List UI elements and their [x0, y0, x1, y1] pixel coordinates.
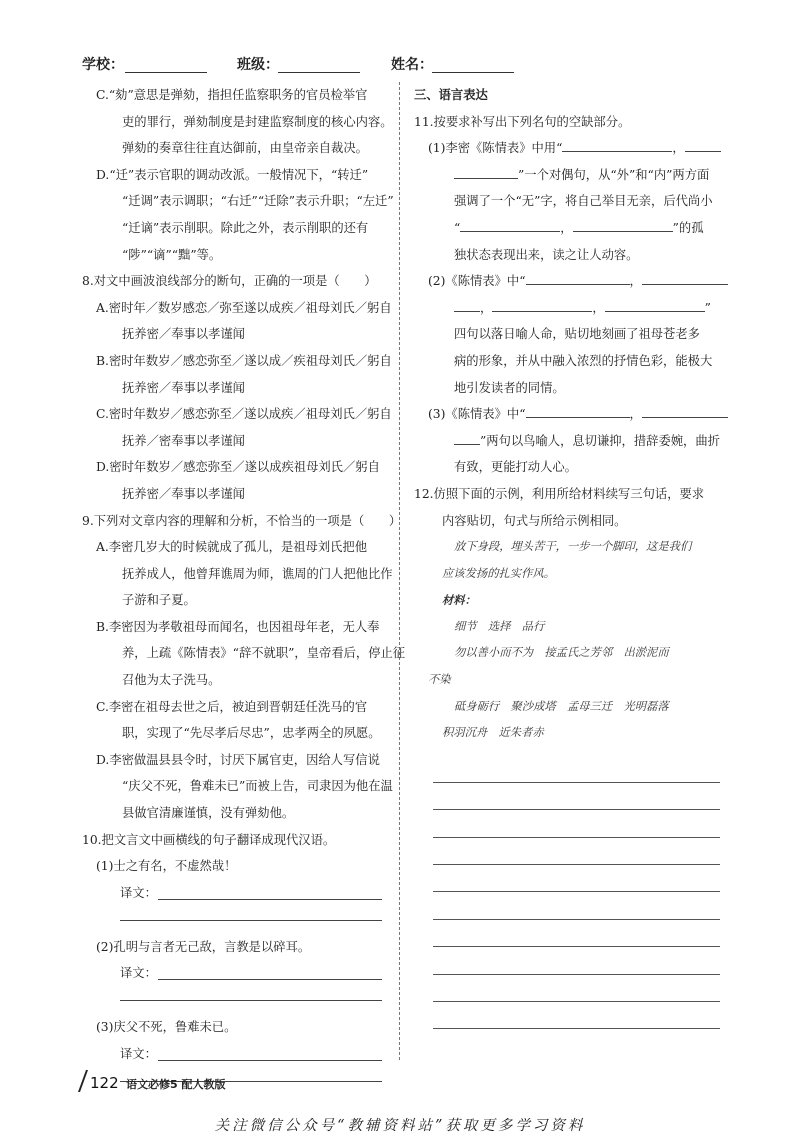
column-divider: [399, 82, 400, 1060]
translation-label: 译文：: [120, 1047, 157, 1061]
materials-line: 勿以善小而不为 接孟氏之芳邻 出淤泥而: [454, 646, 669, 660]
question-8: 8.对文中画波浪线部分的断句，正确的一项是（ ）: [82, 274, 377, 289]
name-field[interactable]: [432, 72, 514, 73]
materials-line: 不染: [428, 673, 451, 687]
q8-option-d-cont: 抚养密／奉事以孝谨闻: [122, 486, 245, 501]
q11-2-text: 四句以落日喻人命，贴切地刻画了祖母苍老多: [454, 327, 700, 342]
q8-option-c[interactable]: C.密时年数岁／感恋弥至／遂以成疾／祖母刘氏／躬自: [96, 407, 392, 422]
book-title: 语文必修5 配人教版: [126, 1078, 226, 1091]
answer-line: [158, 979, 382, 980]
q11-2-text: 病的形象，并从中融入浓烈的抒情色彩，能极大: [454, 353, 713, 368]
q9-option-c-cont: 职，实现了“先尽孝后尽忠”，忠孝两全的夙愿。: [122, 726, 381, 741]
q9-option-b-cont: 养，上疏《陈情表》“辞不就职”，皇帝看后，停止征: [122, 646, 406, 661]
question-12: 12.仿照下面的示例，利用所给材料续写三句话，要求: [414, 486, 705, 501]
answer-line: [158, 1060, 382, 1061]
answer-line[interactable]: [433, 864, 720, 865]
blank[interactable]: [454, 299, 480, 312]
option-d-line: “迁谪”表示削职。除此之外，表示削职的还有: [122, 220, 369, 235]
q11-3-text: ”两句以鸟喻人，息切谦抑，措辞委婉，曲折: [480, 433, 720, 448]
question-12-cont: 内容贴切，句式与所给示例相同。: [442, 513, 627, 528]
q8-option-a[interactable]: A.密时年／数岁感恋／弥至遂以成疾／祖母刘氏／躬自: [96, 300, 392, 315]
q9-option-a-cont: 子游和子夏。: [122, 593, 196, 608]
example-sentence: 放下身段，埋头苦干，一步一个脚印，这是我们: [454, 540, 692, 554]
blank[interactable]: [605, 299, 705, 312]
blank[interactable]: [526, 405, 630, 418]
q9-option-b-cont: 召他为太子洗马。: [122, 673, 221, 688]
q8-option-a-cont: 抚养密／奉事以孝谨闻: [122, 327, 245, 342]
materials-line: 细节 选择 品行: [454, 619, 545, 633]
blank[interactable]: [562, 139, 672, 152]
q11-1-text: 强调了一个“无”字，将自己举目无亲，后代尚小: [454, 194, 713, 209]
q9-option-d[interactable]: D.李密做温县县令时，讨厌下属官吏，因给人写信说: [96, 752, 380, 767]
q11-2-text: (2)《陈情表》中“: [428, 274, 526, 289]
translation-1-answer[interactable]: [82, 880, 392, 906]
materials-line: 积羽沉舟 近朱者赤: [442, 726, 544, 740]
blank[interactable]: [526, 272, 630, 285]
page-number: 122: [90, 1074, 119, 1092]
left-column: [82, 82, 406, 1095]
section-title: 三、语言表达: [414, 88, 488, 102]
q11-2-text: 地引发读者的同情。: [454, 380, 565, 395]
q11-1-text: (1)李密《陈情表》中用“: [428, 141, 563, 156]
school-label: 学校：: [82, 57, 124, 73]
q8-option-d[interactable]: D.密时年数岁／感恋弥至／遂以成疾祖母刘氏／躬自: [96, 460, 380, 475]
school-field[interactable]: [125, 72, 207, 73]
option-c-line: C.“劾”意思是弹劾，指担任监察职务的官员检举官: [96, 88, 368, 102]
translation-label: 译文：: [120, 966, 157, 981]
question-9: 9.下列对文章内容的理解和分析，不恰当的一项是（ ）: [82, 513, 402, 528]
translation-label: 译文：: [120, 885, 157, 900]
translation-1-answer-line2[interactable]: [82, 906, 392, 934]
q11-1-text: ”一个对偶句，从“外”和“内”两方面: [518, 167, 710, 182]
blank[interactable]: [492, 299, 592, 312]
option-c-line: 弹劾的奏章往往直达御前，由皇帝亲自裁决。: [122, 141, 368, 156]
answer-line[interactable]: [433, 974, 720, 975]
option-d-line: “迁调”表示调职；“右迁”“迁除”表示升职；“左迁”: [122, 194, 394, 209]
q9-option-b[interactable]: B.李密因为孝敬祖母而闻名，也因祖母年老，无人奉: [96, 619, 380, 634]
answer-line[interactable]: [433, 1028, 720, 1029]
materials-line: 砥身砺行 聚沙成塔 孟母三迁 光明磊落: [454, 699, 669, 713]
q9-option-c[interactable]: C.李密在祖母去世之后，被迫到晋朝廷任洗马的官: [96, 699, 368, 714]
q9-option-d-cont: 县做官清廉谨慎，没有弹劾他。: [122, 806, 295, 821]
blank[interactable]: [454, 166, 518, 179]
blank[interactable]: [642, 405, 728, 418]
translation-2-sentence: (2)孔明与言者无己敌，言教是以碎耳。: [96, 939, 311, 954]
blank[interactable]: [454, 432, 480, 445]
option-d-line: D.“迁”表示官职的调动改派。一般情况下，“转迁”: [96, 167, 369, 182]
translation-1-sentence: (1)士之有名，不虚然哉！: [96, 859, 237, 874]
q11-3-text: 有致，更能打动人心。: [454, 460, 577, 475]
class-label: 班级：: [237, 57, 279, 73]
answer-line[interactable]: [433, 946, 720, 947]
q11-1-text: ”的孤: [672, 220, 704, 235]
q8-option-c-cont: 抚养／密奉事以孝谨闻: [122, 433, 245, 448]
answer-line: [158, 899, 382, 900]
blank[interactable]: [685, 139, 721, 152]
answer-line[interactable]: [433, 809, 720, 810]
right-column: 三、语言表达 11.按要求补写出下列名句的空缺部分。 (1)李密《陈情表》中用“ ， ”一个对偶句，从“外”和“内”两方面 强调了一个“无”字，将自己举目无亲，后代尚小 “ ， ”的孤 独状态表现出来，读之让人动容。 (2)《陈情表》中“ ， ， ， ” 四句以落日喻人命，贴切地刻画了祖母苍老多 病的形象，并从中融入浓烈的抒情色彩，能极大 地引发读者的同情。 (3)《陈情表》中“ ， ”两句以鸟喻人，息切谦抑，措辞委婉，曲折 有致，更能打动人心。 12.仿照下面的示例，利用所给材料续写三句话，要求 内容贴切，句式与所给示例相同。 放下身段，埋头苦干，一步一个脚印，这是我们 应该发扬的扎实作风。 材料： 细节 选择 品行 勿以善小而不为 接孟氏之芳邻 出淤泥而 不染 砥身砺行 聚沙成塔 孟母三迁 光明磊落 积羽沉舟 近朱者赤: [414, 82, 724, 747]
translation-3-sentence: (3)庆父不死，鲁难未已。: [96, 1020, 237, 1035]
q9-option-a-cont: 抚养成人，他曾拜谯周为师，谯周的门人把他比作: [122, 566, 393, 581]
translation-3-answer[interactable]: [82, 1041, 392, 1067]
translation-2-answer-line2[interactable]: [82, 986, 392, 1014]
example-sentence: 应该发扬的扎实作风。: [442, 566, 555, 580]
option-d-line: “陟”“谪”“黜”等。: [122, 247, 222, 262]
watermark-text: 关注微信公众号“教辅资料站”获取更多学习资料: [214, 1118, 586, 1134]
blank[interactable]: [573, 219, 673, 232]
translation-2-answer[interactable]: [82, 960, 392, 986]
option-c-line: 吏的罪行，弹劾制度是封建监察制度的核心内容。: [122, 114, 393, 129]
answer-line[interactable]: [433, 891, 720, 892]
class-field[interactable]: [278, 72, 360, 73]
q9-option-a[interactable]: A.李密几岁大的时候就成了孤儿，是祖母刘氏把他: [96, 540, 368, 555]
question-10: 10.把文言文中画横线的句子翻译成现代汉语。: [82, 832, 336, 847]
q11-1-text: 独状态表现出来，读之让人动容。: [454, 247, 639, 262]
answer-line[interactable]: [433, 919, 720, 920]
blank[interactable]: [460, 219, 560, 232]
answer-line[interactable]: [433, 837, 720, 838]
blank[interactable]: [642, 272, 728, 285]
name-label: 姓名：: [391, 57, 433, 73]
q8-option-b-cont: 抚养密／奉事以孝谨闻: [122, 380, 245, 395]
q11-3-text: (3)《陈情表》中“: [428, 407, 526, 422]
materials-label: 材料：: [442, 593, 476, 608]
q8-option-b[interactable]: B.密时年数岁／感恋弥至／遂以成／疾祖母刘氏／躬自: [96, 353, 392, 368]
q9-option-d-cont: “庆父不死，鲁难未已”而被上告，司隶因为他在温: [122, 779, 393, 794]
answer-line[interactable]: [433, 782, 720, 783]
answer-line[interactable]: [433, 1001, 720, 1002]
question-11: 11.按要求补写出下列名句的空缺部分。: [414, 114, 631, 129]
